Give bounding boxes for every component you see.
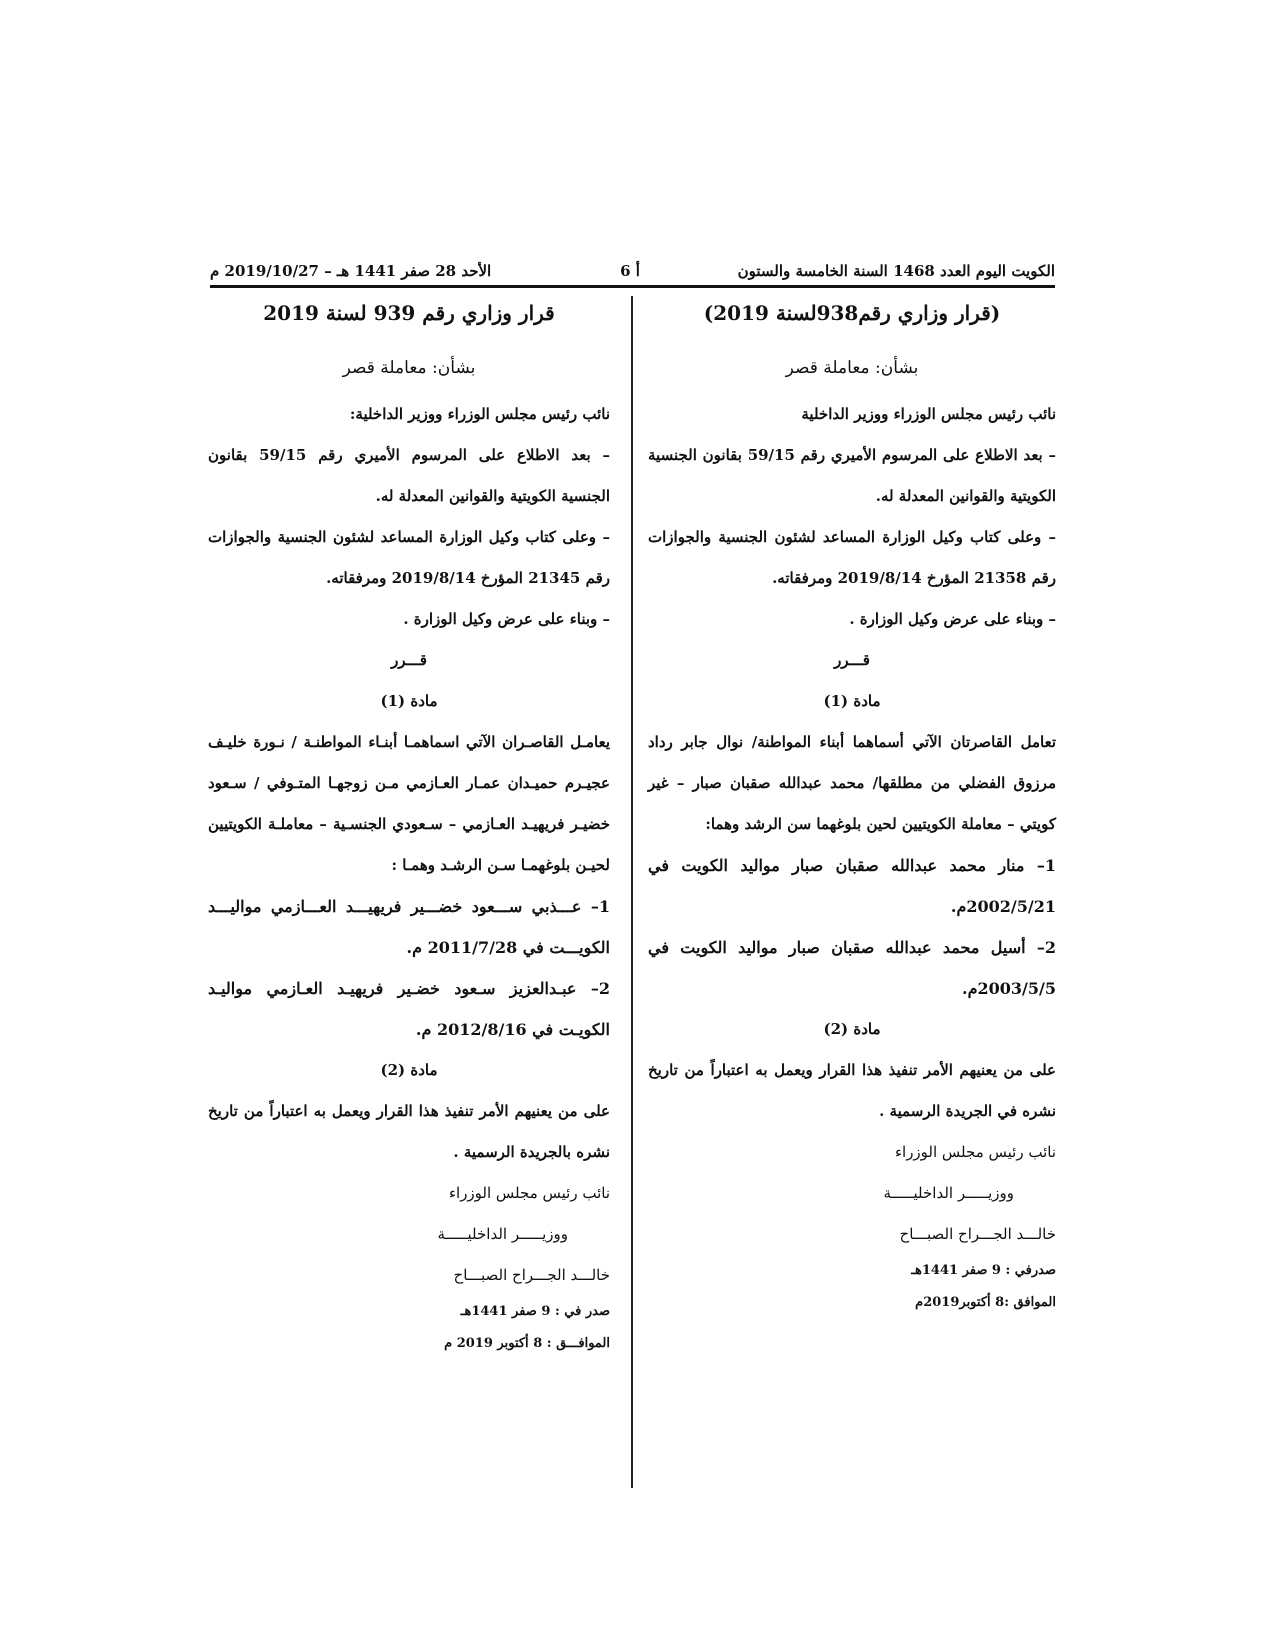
decree-939-article-2-heading: مادة (2) (380, 1061, 438, 1079)
decree-939-item-1: 1– عـــذبي ســـعود خضـــير فريهيـــد العـــازمي مواليـــد الكويـــت في 2011/7/28 م. (208, 897, 610, 957)
decree-939-recital-1: – بعد الاطلاع على المرسوم الأميري رقم 59/15 بقانون الجنسية الكويتية والقوانين المعدلة له. (208, 446, 611, 505)
column-divider (631, 296, 633, 1488)
decree-939-title: قرار وزاري رقم 939 لسنة 2019 (263, 301, 555, 325)
decree-938-gregorian-date: الموافق :8 أكتوبر2019م (915, 1295, 1056, 1310)
header-rule (210, 285, 1055, 288)
decree-939-signature-name: خالـــد الجـــراح الصبـــاح (453, 1266, 610, 1284)
decree-938-decided: قـــرر (834, 651, 870, 669)
header-page-number: أ 6 (620, 262, 640, 280)
decree-938-signature-title: نائب رئيس مجلس الوزراء (894, 1143, 1056, 1161)
decree-938-recital-2: – وعلى كتاب وكيل الوزارة المساعد لشئون الجنسية والجوازات رقم 21358 المؤرخ 2019/8/14 ومرفقاته. (648, 528, 1056, 587)
decree-938-article-2-heading: مادة (2) (823, 1020, 881, 1038)
decree-938-column (648, 290, 1056, 1319)
decree-938-item-1: 1– منار محمد عبدالله صقبان صبار مواليد الكويت في 2002/5/21م. (648, 856, 1056, 916)
decree-938-item-2: 2– أسيل محمد عبدالله صقبان صبار مواليد الكويت في 2003/5/5م. (648, 938, 1056, 998)
decree-938-article-1-heading: مادة (1) (823, 692, 881, 710)
decree-938-recital-1: – بعد الاطلاع على المرسوم الأميري رقم 59/15 بقانون الجنسية الكويتية والقوانين المعدلة له. (648, 446, 1056, 505)
decree-939-signature-ministry: ووزيـــــر الداخليـــــة (437, 1225, 568, 1243)
decree-939-recital-2: – وعلى كتاب وكيل الوزارة المساعد لشئون الجنسية والجوازات رقم 21345 المؤرخ 2019/8/14 ومرفقاته. (208, 528, 610, 587)
header-issue: الكويت اليوم العدد 1468 السنة الخامسة والستون (737, 262, 1055, 280)
decree-938-signature-ministry: ووزيـــــر الداخليـــــة (883, 1184, 1014, 1202)
decree-938-subject: بشأن: معاملة قصر (785, 358, 919, 378)
decree-938-authority: نائب رئيس مجلس الوزراء ووزير الداخلية (801, 405, 1056, 423)
decree-938-issued-date: صدرفي : 9 صفر 1441هـ (911, 1263, 1056, 1278)
decree-939-article-1-text: يعامـل القاصـران الآتي اسماهمـا أبنـاء المواطنـة / نـورة خليـف عجيـرم حميـدان عمـار العـازمي مـن زوجهـا المتـوفي / سـعود خضيـر فريهيـد العـازمي – سـعودي الجنسـية – معاملـة الكويتيين لحيـن بلوغهمـا سـن الرشـد وهمـا : (208, 733, 610, 874)
decree-939-recital-3: – وبناء على عرض وكيل الوزارة . (403, 610, 610, 628)
decree-939-issued-date: صدر في : 9 صفر 1441هـ (460, 1304, 610, 1319)
decree-938-recital-3: – وبناء على عرض وكيل الوزارة . (849, 610, 1056, 628)
decree-939-gregorian-date: الموافـــق : 8 أكتوبر 2019 م (444, 1336, 610, 1351)
decree-938-signature-name: خالـــد الجـــراح الصبـــاح (899, 1225, 1056, 1243)
decree-938-article-1-text: تعامل القاصرتان الآتي أسماهما أبناء المواطنة/ نوال جابر رداد مرزوق الفضلي من مطلقها/ محمد عبدالله صقبان صبار – غير كويتي – معاملة الكويتيين لحين بلوغهما سن الرشد وهما: (648, 733, 1056, 833)
decree-939-subject: بشأن: معاملة قصر (342, 358, 476, 378)
decree-939-signature-title: نائب رئيس مجلس الوزراء (448, 1184, 610, 1202)
decree-939-item-2: 2– عبـدالعزيز سـعود خضـير فريهيـد العـازمي مواليـد الكويـت في 2012/8/16 م. (208, 979, 610, 1039)
decree-939-decided: قـــرر (391, 651, 427, 669)
decree-939-article-2-text: على من يعنيهم الأمر تنفيذ هذا القرار ويعمل به اعتباراً من تاريخ نشره بالجريدة الرسمية . (208, 1102, 610, 1161)
decree-939-article-1-heading: مادة (1) (380, 692, 438, 710)
decree-938-article-2-text: على من يعنيهم الأمر تنفيذ هذا القرار ويعمل به اعتباراً من تاريخ نشره في الجريدة الرسمية . (648, 1061, 1056, 1120)
decree-938-title: (قرار وزاري رقم938لسنة 2019) (703, 301, 1001, 325)
decree-939-authority: نائب رئيس مجلس الوزراء ووزير الداخلية: (349, 405, 610, 423)
decree-939-column (208, 290, 610, 1360)
page-header (210, 258, 1055, 286)
header-date: الأحد 28 صفر 1441 هـ – 2019/10/27 م (210, 262, 492, 280)
